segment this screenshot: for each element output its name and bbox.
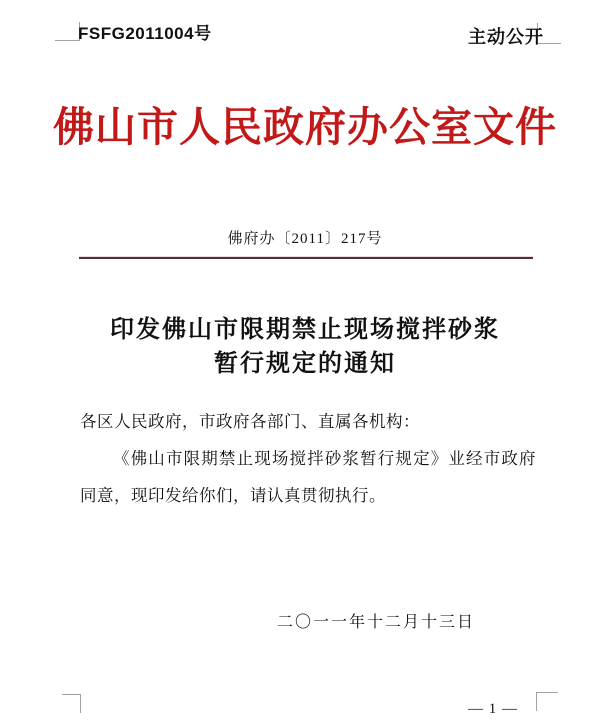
red-separator-rule bbox=[79, 256, 533, 259]
issue-date: 二〇一一年十二月十三日 bbox=[276, 614, 475, 631]
body-paragraph: 《佛山市限期禁止现场搅拌砂浆暂行规定》业经市政府同意，现印发给你们，请认真贯彻执行。 bbox=[80, 449, 536, 505]
notice-title-line-1: 印发佛山市限期禁止现场搅拌砂浆 bbox=[110, 317, 500, 343]
body-text bbox=[80, 403, 536, 514]
crop-mark-top-left-icon bbox=[55, 22, 80, 41]
page-number: — 1 — bbox=[468, 701, 518, 717]
notice-title bbox=[0, 313, 610, 381]
salutation: 各区人民政府，市政府各部门、直属各机构： bbox=[80, 412, 420, 431]
masthead-title: 佛山市人民政府办公室文件 bbox=[53, 104, 557, 150]
notice-title-line-2: 暂行规定的通知 bbox=[214, 351, 396, 377]
publicity-label: 主动公开 bbox=[468, 27, 544, 47]
document-number: 佛府办〔2011〕217号 bbox=[227, 231, 383, 247]
document-code: FSFG2011004号 bbox=[78, 24, 212, 43]
crop-mark-bottom-left-icon bbox=[62, 694, 81, 713]
crop-mark-bottom-right-icon bbox=[536, 692, 558, 711]
